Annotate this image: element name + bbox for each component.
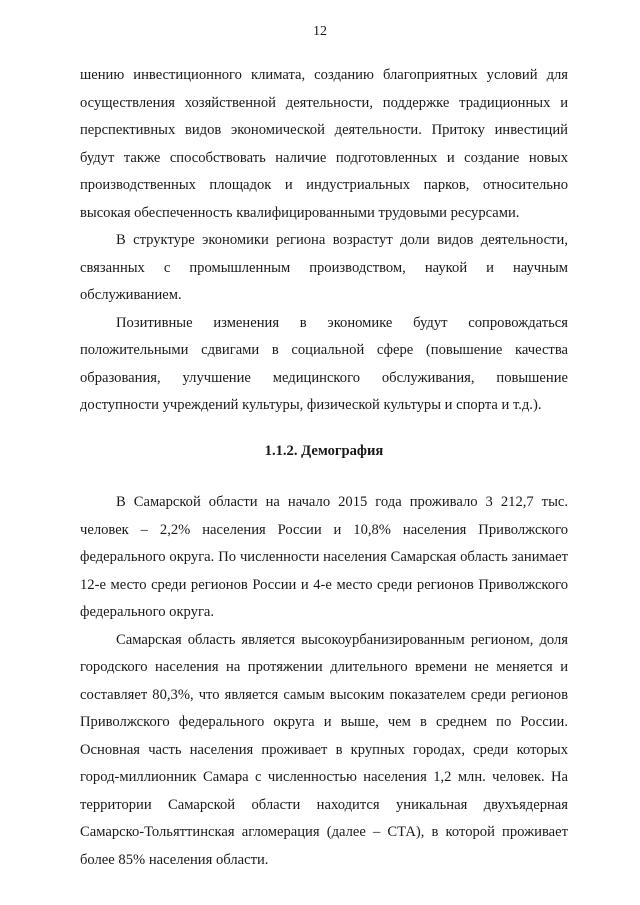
document-body — [80, 62, 568, 874]
page-number: 12 — [313, 24, 327, 39]
section-heading: 1.1.2. Демография — [264, 442, 384, 459]
paragraph-economy-structure: В структуре экономики региона возрастут доли видов деятельности, связанных с промышленным производством, наукой и научным обслуживанием. — [80, 232, 568, 303]
paragraph-social-changes: Позитивные изменения в экономике будут сопровождаться положительными сдвигами в социальной сфере (повышение качества образования, улучшение медицинского обслуживания, повышение доступности учреждений культуры, физической культуры и спорта и т.д.). — [80, 314, 568, 413]
paragraph-continued: шению инвестиционного климата, созданию благоприятных условий для осуществления хозяйственной деятельности, поддержке традиционных и перспективных видов экономической деятельности. Притоку инвестиций будут также способствовать наличие подготовленных и создание новых производственных площадок и индустриальных парков, относительно высокая обеспеченность квалифицированными трудовыми ресурсами. — [80, 67, 568, 221]
paragraph-urbanization: Самарская область является высокоурбанизированным регионом, доля городского населения на протяжении длительного времени не меняется и составляет 80,3%, что является самым высоким показателем среди регионов Приволжского федерального округа и выше, чем в среднем по России. Основная часть населения проживает в крупных городах, среди которых город-миллионник Самара с численностью населения 1,2 млн. человек. На территории Самарской области находится уникальная двухъядерная Самарско-Тольяттинская агломерация (далее – СТА), в которой проживает более 85% населения области. — [80, 631, 568, 868]
paragraph-population: В Самарской области на начало 2015 года проживало 3 212,7 тыс. человек – 2,2% населения России и 10,8% населения Приволжского федерального округа. По численности населения Самарская область занимает 12-е место среди регионов России и 4-е место среди регионов Приволжского федерального округа. — [80, 494, 568, 620]
